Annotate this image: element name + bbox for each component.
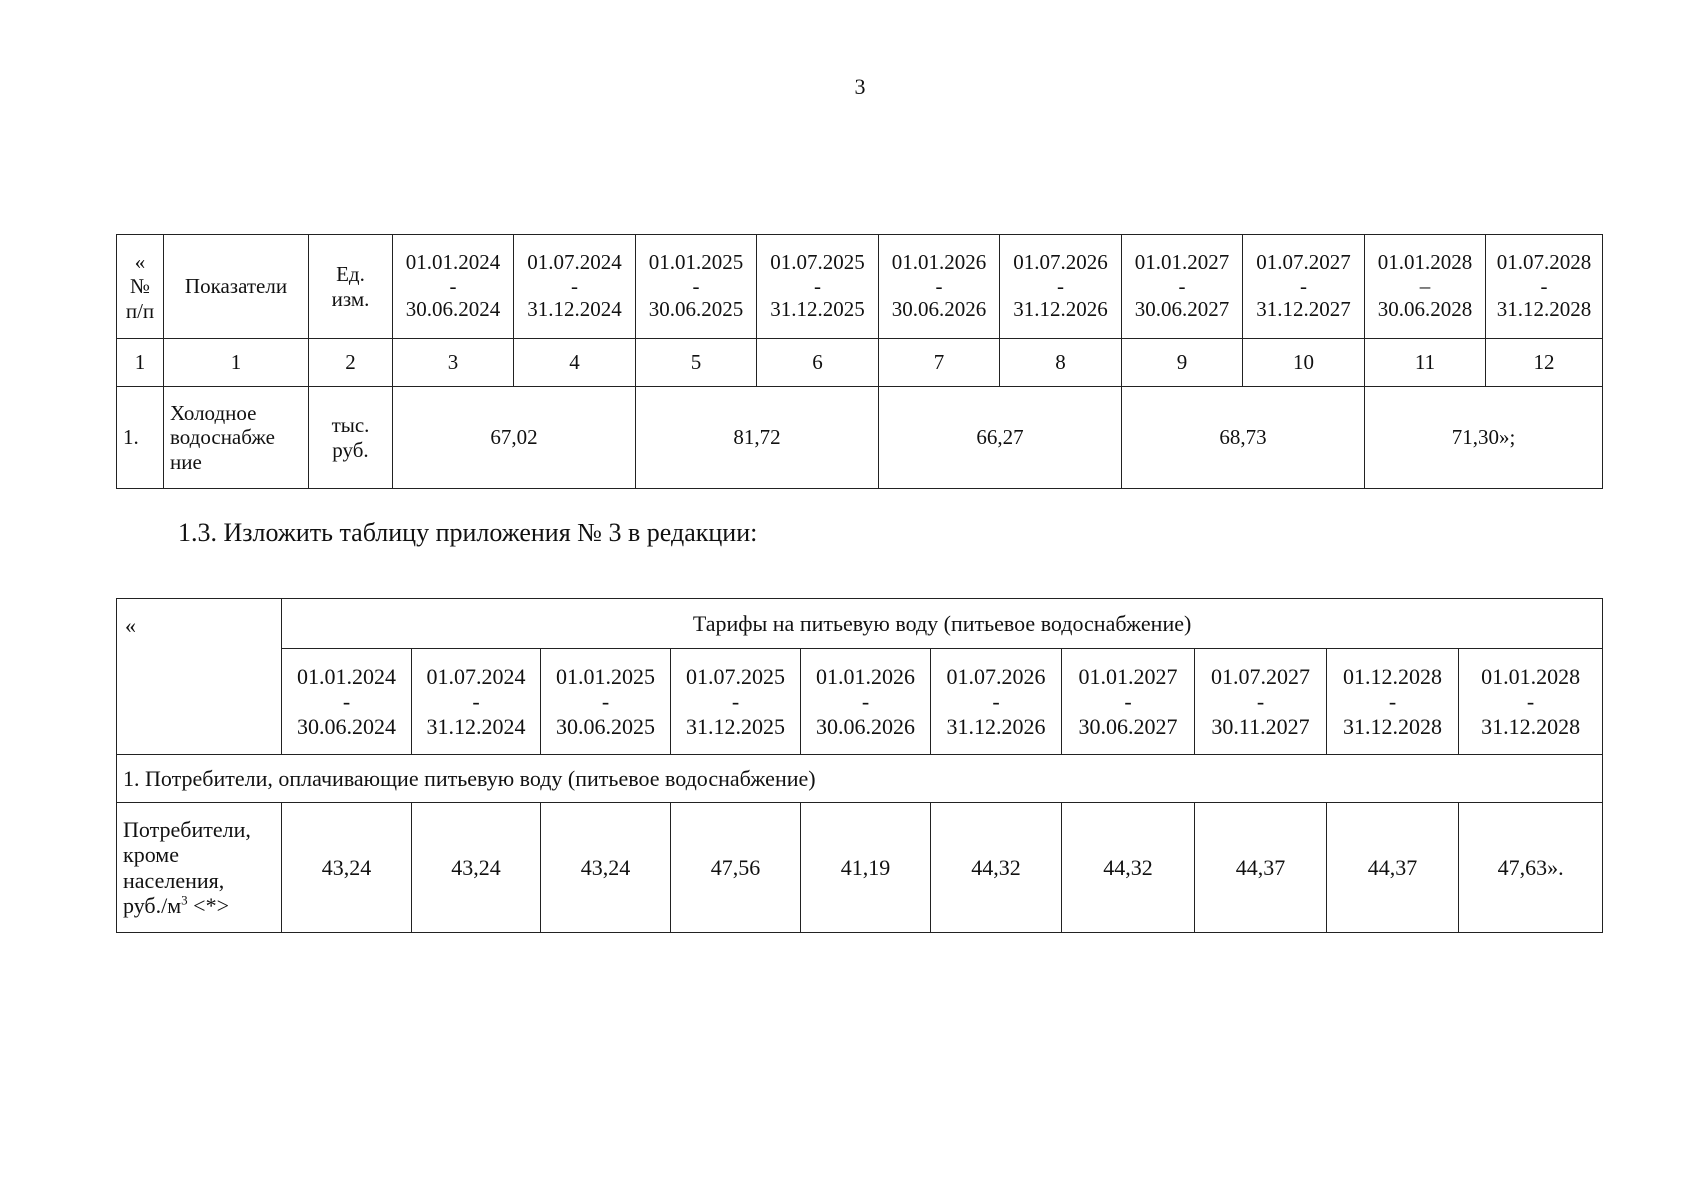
table2-title-row: [117, 599, 1603, 649]
column-number: 9: [1122, 339, 1243, 387]
consumer-group-label: 1. Потребители, оплачивающие питьевую воду (питьевое водоснабжение): [117, 755, 1603, 803]
tariff-value: 43,24: [541, 803, 671, 933]
header-unit: Ед. изм.: [309, 235, 393, 339]
table2-group-row: [117, 755, 1603, 803]
row-indicator-name: Холодное водоснабже ние: [164, 387, 309, 489]
period-header: 01.07.2024 - 31.12.2024: [514, 235, 636, 339]
period-header: 01.07.2025 - 31.12.2025: [757, 235, 879, 339]
period-header: 01.01.2024 - 30.06.2024: [282, 649, 412, 755]
indicators-table: [116, 234, 1603, 489]
column-number: 12: [1486, 339, 1603, 387]
period-header: 01.07.2028 - 31.12.2028: [1486, 235, 1603, 339]
column-number: 2: [309, 339, 393, 387]
row-value: 81,72: [636, 387, 879, 489]
tariff-value: 44,37: [1195, 803, 1327, 933]
tariff-value: 47,63».: [1459, 803, 1603, 933]
section-heading: 1.3. Изложить таблицу приложения № 3 в редакции:: [178, 518, 758, 547]
tariff-value: 44,37: [1327, 803, 1459, 933]
row-number: 1.: [117, 387, 164, 489]
row-value: 67,02: [393, 387, 636, 489]
consumer-label: Потребители, кроме населения, $руб./м^3$ <*>: [117, 803, 282, 933]
period-header: 01.01.2027 - 30.06.2027: [1122, 235, 1243, 339]
column-number: 6: [757, 339, 879, 387]
period-header: 01.07.2026 - 31.12.2026: [1000, 235, 1122, 339]
column-number: 7: [879, 339, 1000, 387]
period-header: 01.01.2026 - 30.06.2026: [801, 649, 931, 755]
period-header: 01.07.2026 - 31.12.2026: [931, 649, 1062, 755]
table1-data-row: [117, 387, 1603, 489]
tariff-value: 41,19: [801, 803, 931, 933]
header-indicators: Показатели: [164, 235, 309, 339]
period-header: 01.12.2028 - 31.12.2028: [1327, 649, 1459, 755]
column-number: 11: [1365, 339, 1486, 387]
table2-periods-row: [117, 649, 1603, 755]
column-number: 5: [636, 339, 757, 387]
row-value: 68,73: [1122, 387, 1365, 489]
period-header: 01.07.2027 - 30.11.2027: [1195, 649, 1327, 755]
tariff-value: 43,24: [412, 803, 541, 933]
column-number: 10: [1243, 339, 1365, 387]
column-number: 1: [117, 339, 164, 387]
row-value: 66,27: [879, 387, 1122, 489]
period-header: 01.01.2024 - 30.06.2024: [393, 235, 514, 339]
page-number: 3: [854, 74, 866, 99]
period-header: 01.07.2024 - 31.12.2024: [412, 649, 541, 755]
period-header: 01.01.2028 – 30.06.2028: [1365, 235, 1486, 339]
period-header: 01.01.2025 - 30.06.2025: [541, 649, 671, 755]
period-header: 01.07.2027 - 31.12.2027: [1243, 235, 1365, 339]
table2-data-row: [117, 803, 1603, 933]
table1-column-numbers-row: [117, 339, 1603, 387]
tariff-value: 44,32: [1062, 803, 1195, 933]
column-number: 8: [1000, 339, 1122, 387]
row-value: 71,30»;: [1365, 387, 1603, 489]
column-number: 3: [393, 339, 514, 387]
table2-corner-cell: «: [117, 599, 282, 755]
period-header: 01.01.2026 - 30.06.2026: [879, 235, 1000, 339]
period-header: 01.01.2027 - 30.06.2027: [1062, 649, 1195, 755]
row-unit: тыс. руб.: [309, 387, 393, 489]
period-header: 01.01.2028 - 31.12.2028: [1459, 649, 1603, 755]
table2-title: Тарифы на питьевую воду (питьевое водоснабжение): [282, 599, 1603, 649]
column-number: 4: [514, 339, 636, 387]
header-number: « № п/п: [117, 235, 164, 339]
tariff-value: 47,56: [671, 803, 801, 933]
period-header: 01.07.2025 - 31.12.2025: [671, 649, 801, 755]
tariffs-table: [116, 598, 1603, 933]
tariff-value: 44,32: [931, 803, 1062, 933]
table1-header-row: [117, 235, 1603, 339]
tariff-value: 43,24: [282, 803, 412, 933]
period-header: 01.01.2025 - 30.06.2025: [636, 235, 757, 339]
column-number: 1: [164, 339, 309, 387]
